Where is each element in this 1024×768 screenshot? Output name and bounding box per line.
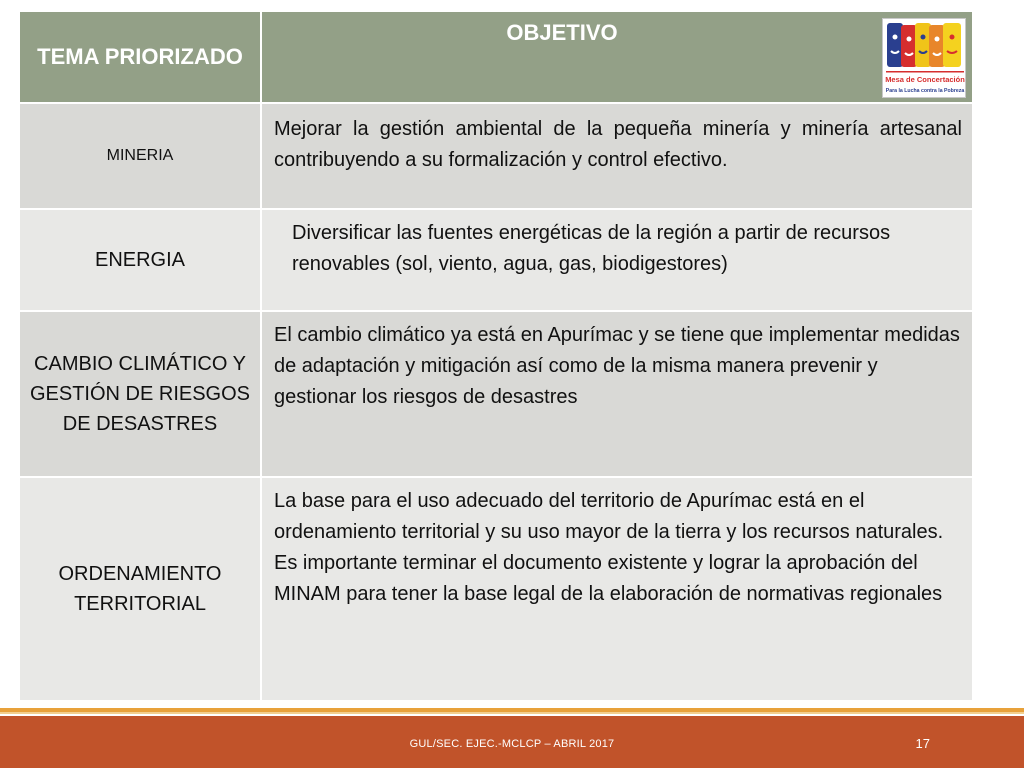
priorities-table	[20, 12, 972, 696]
header-objetivo	[262, 12, 972, 102]
row-energia-tema: ENERGIA	[20, 210, 260, 310]
footer-bar	[0, 716, 1024, 768]
row-mineria-objetivo: Mejorar la gestión ambiental de la pequeña minería y minería artesanal contribuyendo a su formalización y control efectivo.	[262, 104, 972, 208]
row-energia-objetivo: Diversificar las fuentes energéticas de la región a partir de recursos renovables (sol, viento, agua, gas, biodigestores)	[262, 210, 972, 310]
footer-accent-line-light	[0, 712, 1024, 714]
header-tema: TEMA PRIORIZADO	[20, 12, 260, 102]
logo-text-line1: Mesa de Concertación	[885, 75, 965, 84]
footer-text: GUL/SEC. EJEC.-MCLCP – ABRIL 2017	[409, 738, 615, 750]
mesa-concertacion-logo	[882, 18, 966, 98]
page-number: 17	[915, 736, 930, 751]
logo-text-line2: Para la Lucha contra la Pobreza	[885, 88, 965, 94]
row-ordenamiento-objetivo: La base para el uso adecuado del territorio de Apurímac está en el ordenamiento territorial y su uso mayor de la tierra y los recursos naturales. Es importante terminar el documento existente y lograr la aprobación del MINAM para tener la base legal de la elaboración de normativas regionales	[262, 478, 972, 700]
header-objetivo-label: OBJETIVO	[506, 20, 618, 45]
row-ordenamiento-tema: ORDENAMIENTO TERRITORIAL	[20, 478, 260, 700]
row-cambio-climatico-objetivo: El cambio climático ya está en Apurímac y se tiene que implementar medidas de adaptación y mitigación así como de la misma manera prevenir y gestionar los riesgos de desastres	[262, 312, 972, 476]
row-cambio-climatico-tema: CAMBIO CLIMÁTICO Y GESTIÓN DE RIESGOS DE DESASTRES	[20, 312, 260, 476]
row-mineria-tema: MINERIA	[20, 104, 260, 208]
